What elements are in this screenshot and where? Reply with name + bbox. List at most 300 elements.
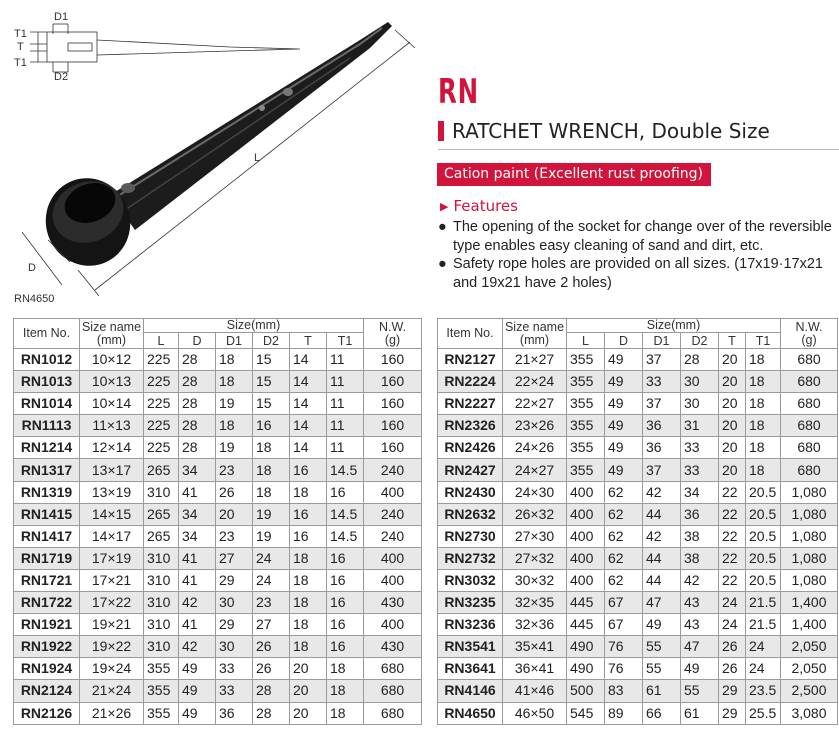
col-item-no: Item No. (438, 319, 503, 349)
cell-d: 67 (605, 614, 643, 636)
cell-d1: 33 (216, 658, 253, 680)
cell-size-name: 32×35 (503, 592, 567, 614)
cell-item-no: RN3236 (438, 614, 503, 636)
cell-d1: 55 (643, 636, 681, 658)
cell-d: 49 (605, 371, 643, 393)
cell-item-no: RN2127 (438, 349, 503, 371)
dim-label-d: D (28, 262, 36, 274)
cell-t: 26 (719, 636, 746, 658)
cell-t1: 16 (327, 569, 364, 591)
cell-nw: 680 (781, 393, 838, 415)
cell-d2: 18 (253, 437, 290, 459)
cell-size-name: 27×30 (503, 525, 567, 547)
cell-t1: 16 (327, 614, 364, 636)
cell-t1: 11 (327, 415, 364, 437)
cell-d2: 30 (681, 371, 719, 393)
cell-t: 20 (290, 680, 327, 702)
table-row (14, 349, 422, 371)
cell-nw: 2,050 (781, 658, 838, 680)
cell-d2: 36 (681, 503, 719, 525)
col-d: D (605, 333, 643, 349)
cell-size-name: 10×13 (80, 371, 144, 393)
col-t1: T1 (327, 333, 364, 349)
cell-d1: 37 (643, 459, 681, 481)
cell-d1: 42 (643, 481, 681, 503)
cell-t: 20 (719, 415, 746, 437)
cell-d2: 19 (253, 503, 290, 525)
cell-d: 28 (179, 371, 216, 393)
table-row (438, 393, 838, 415)
cell-d1: 27 (216, 547, 253, 569)
cell-d: 62 (605, 569, 643, 591)
cell-nw: 1,080 (781, 547, 838, 569)
cell-d1: 42 (643, 525, 681, 547)
cell-t: 20 (719, 459, 746, 481)
col-d: D (179, 333, 216, 349)
cell-d1: 33 (643, 371, 681, 393)
cell-item-no: RN1319 (14, 481, 80, 503)
cell-t1: 11 (327, 371, 364, 393)
table-row (14, 658, 422, 680)
cell-nw: 680 (364, 680, 422, 702)
cell-t1: 11 (327, 437, 364, 459)
cell-t1: 14.5 (327, 503, 364, 525)
cell-size-name: 21×27 (503, 349, 567, 371)
cell-nw: 400 (364, 481, 422, 503)
cell-item-no: RN1921 (14, 614, 80, 636)
cell-t1: 20.5 (746, 569, 781, 591)
cell-item-no: RN4650 (438, 702, 503, 724)
cell-t1: 21.5 (746, 614, 781, 636)
cell-size-name: 19×24 (80, 658, 144, 680)
cell-t: 18 (290, 636, 327, 658)
table-row (14, 503, 422, 525)
model-code: RN (438, 72, 479, 112)
cell-d2: 28 (681, 349, 719, 371)
cell-size-name: 13×19 (80, 481, 144, 503)
cell-size-name: 21×26 (80, 702, 144, 724)
cell-item-no: RN2326 (438, 415, 503, 437)
cell-l: 400 (567, 569, 605, 591)
cell-d: 62 (605, 503, 643, 525)
cell-t1: 18 (746, 393, 781, 415)
cell-t: 24 (719, 592, 746, 614)
cell-t1: 16 (327, 547, 364, 569)
cell-nw: 1,080 (781, 481, 838, 503)
cell-nw: 430 (364, 592, 422, 614)
dim-label-t1-top: T1 (14, 28, 27, 40)
cell-d2: 43 (681, 614, 719, 636)
cell-t1: 18 (746, 371, 781, 393)
cell-d2: 61 (681, 702, 719, 724)
dim-label-d1: D1 (54, 11, 69, 23)
cell-d2: 16 (253, 415, 290, 437)
col-t: T (290, 333, 327, 349)
col-size-name: Size name (mm) (80, 319, 144, 349)
cell-l: 355 (144, 702, 179, 724)
cell-d2: 18 (253, 459, 290, 481)
table-row (14, 415, 422, 437)
wrench-drawing (0, 0, 430, 312)
cell-l: 310 (144, 569, 179, 591)
cell-d1: 30 (216, 636, 253, 658)
col-t: T (719, 333, 746, 349)
cell-size-name: 13×17 (80, 459, 144, 481)
illustration-caption: RN4650 (14, 293, 55, 305)
cell-size-name: 19×22 (80, 636, 144, 658)
col-nw: N.W. (g) (781, 319, 838, 349)
table-row (438, 547, 838, 569)
cell-d2: 47 (681, 636, 719, 658)
cell-d2: 43 (681, 592, 719, 614)
cell-t: 16 (290, 503, 327, 525)
cell-item-no: RN2730 (438, 525, 503, 547)
product-title (438, 119, 770, 143)
cell-nw: 680 (781, 415, 838, 437)
table-row (438, 503, 838, 525)
table-row (438, 592, 838, 614)
diagram-ring-outline (47, 32, 97, 62)
cell-d: 49 (179, 702, 216, 724)
cell-nw: 160 (364, 437, 422, 459)
cell-d1: 36 (643, 437, 681, 459)
cell-item-no: RN4146 (438, 680, 503, 702)
cell-d: 49 (605, 349, 643, 371)
cell-t1: 18 (746, 437, 781, 459)
cell-nw: 240 (364, 459, 422, 481)
cell-d2: 33 (681, 437, 719, 459)
cell-d: 41 (179, 547, 216, 569)
cell-l: 355 (567, 393, 605, 415)
cell-d2: 15 (253, 371, 290, 393)
cell-d: 62 (605, 547, 643, 569)
cell-size-name: 24×30 (503, 481, 567, 503)
table-row (14, 569, 422, 591)
cell-d2: 15 (253, 393, 290, 415)
cell-t: 18 (290, 547, 327, 569)
cell-t: 22 (719, 525, 746, 547)
cell-d: 49 (605, 459, 643, 481)
cell-d: 34 (179, 525, 216, 547)
cell-d1: 18 (216, 349, 253, 371)
cell-t: 22 (719, 569, 746, 591)
cell-t1: 18 (327, 658, 364, 680)
cell-d: 41 (179, 569, 216, 591)
cell-size-name: 10×12 (80, 349, 144, 371)
cell-item-no: RN1013 (14, 371, 80, 393)
cell-t1: 25.5 (746, 702, 781, 724)
cell-item-no: RN2224 (438, 371, 503, 393)
table-row (14, 702, 422, 724)
cell-l: 310 (144, 636, 179, 658)
cell-l: 490 (567, 636, 605, 658)
cell-d: 76 (605, 658, 643, 680)
cell-size-name: 32×36 (503, 614, 567, 636)
cell-l: 225 (144, 415, 179, 437)
cell-nw: 680 (364, 702, 422, 724)
table-row (14, 680, 422, 702)
cell-l: 355 (144, 658, 179, 680)
cell-nw: 240 (364, 503, 422, 525)
cell-l: 400 (567, 547, 605, 569)
cell-d1: 26 (216, 481, 253, 503)
cell-d1: 37 (643, 393, 681, 415)
cell-t1: 20.5 (746, 547, 781, 569)
cell-item-no: RN1317 (14, 459, 80, 481)
cell-nw: 680 (364, 658, 422, 680)
cell-nw: 240 (364, 525, 422, 547)
cell-nw: 1,080 (781, 569, 838, 591)
cell-t: 14 (290, 371, 327, 393)
cell-d1: 37 (643, 349, 681, 371)
cell-item-no: RN2227 (438, 393, 503, 415)
cell-t1: 14.5 (327, 459, 364, 481)
cell-d1: 30 (216, 592, 253, 614)
cell-item-no: RN1719 (14, 547, 80, 569)
cell-t: 18 (290, 592, 327, 614)
col-item-no: Item No. (14, 319, 80, 349)
bullet-icon: ● (438, 219, 447, 235)
cell-d1: 44 (643, 503, 681, 525)
cell-l: 355 (567, 459, 605, 481)
table-row (14, 437, 422, 459)
cell-nw: 160 (364, 349, 422, 371)
cell-l: 355 (567, 415, 605, 437)
cell-d2: 30 (681, 393, 719, 415)
cell-nw: 3,080 (781, 702, 838, 724)
cell-nw: 1,400 (781, 614, 838, 636)
cell-l: 400 (567, 481, 605, 503)
cell-d1: 23 (216, 525, 253, 547)
cell-t: 29 (719, 680, 746, 702)
cell-t: 18 (290, 614, 327, 636)
cell-item-no: RN2732 (438, 547, 503, 569)
cell-d1: 44 (643, 547, 681, 569)
cell-l: 400 (567, 525, 605, 547)
cell-item-no: RN2124 (14, 680, 80, 702)
cell-item-no: RN2427 (438, 459, 503, 481)
cell-nw: 400 (364, 547, 422, 569)
cell-nw: 1,080 (781, 503, 838, 525)
cell-t1: 16 (327, 636, 364, 658)
cell-d: 42 (179, 636, 216, 658)
cell-nw: 160 (364, 371, 422, 393)
cell-d2: 38 (681, 525, 719, 547)
cell-item-no: RN1014 (14, 393, 80, 415)
table-row (438, 415, 838, 437)
cell-nw: 680 (781, 371, 838, 393)
cell-d2: 26 (253, 658, 290, 680)
feature-item (438, 255, 838, 292)
cell-l: 310 (144, 481, 179, 503)
table-row (438, 371, 838, 393)
cell-d: 28 (179, 393, 216, 415)
cell-d1: 36 (643, 415, 681, 437)
cell-size-name: 21×24 (80, 680, 144, 702)
col-size-name: Size name (mm) (503, 319, 567, 349)
paint-badge: Cation paint (Excellent rust proofing) (437, 163, 711, 186)
features-heading (440, 197, 518, 215)
cell-d: 89 (605, 702, 643, 724)
cell-size-name: 35×41 (503, 636, 567, 658)
cell-t: 16 (290, 459, 327, 481)
cell-t: 20 (290, 702, 327, 724)
cell-d: 41 (179, 614, 216, 636)
cell-nw: 400 (364, 569, 422, 591)
cell-item-no: RN1722 (14, 592, 80, 614)
cell-item-no: RN3235 (438, 592, 503, 614)
cell-d2: 27 (253, 614, 290, 636)
table-row (14, 614, 422, 636)
cell-t1: 18 (746, 415, 781, 437)
cell-t: 16 (290, 525, 327, 547)
cell-size-name: 10×14 (80, 393, 144, 415)
cell-t: 20 (719, 393, 746, 415)
dim-label-d2: D2 (54, 71, 69, 83)
table-row (438, 525, 838, 547)
cell-l: 265 (144, 503, 179, 525)
col-size-group: Size(mm) (567, 319, 781, 333)
cell-t: 20 (290, 658, 327, 680)
table-row (438, 569, 838, 591)
cell-l: 500 (567, 680, 605, 702)
cell-d2: 23 (253, 592, 290, 614)
cell-item-no: RN2426 (438, 437, 503, 459)
table-row (438, 349, 838, 371)
cell-size-name: 41×46 (503, 680, 567, 702)
cell-d2: 15 (253, 349, 290, 371)
cell-t1: 18 (327, 702, 364, 724)
table-row (14, 459, 422, 481)
cell-l: 310 (144, 614, 179, 636)
table-row (14, 547, 422, 569)
cell-t1: 11 (327, 393, 364, 415)
cell-nw: 2,050 (781, 636, 838, 658)
cell-nw: 160 (364, 415, 422, 437)
table-row (438, 481, 838, 503)
cell-d1: 29 (216, 614, 253, 636)
cell-t: 20 (719, 437, 746, 459)
cell-l: 355 (144, 680, 179, 702)
cell-size-name: 24×26 (503, 437, 567, 459)
cell-size-name: 17×21 (80, 569, 144, 591)
cell-size-name: 26×32 (503, 503, 567, 525)
cell-t: 24 (719, 614, 746, 636)
cell-d2: 42 (681, 569, 719, 591)
cell-size-name: 17×22 (80, 592, 144, 614)
cell-size-name: 22×24 (503, 371, 567, 393)
wrench-photo (33, 22, 392, 278)
cell-d: 41 (179, 481, 216, 503)
cell-d1: 18 (216, 371, 253, 393)
cell-d: 28 (179, 349, 216, 371)
cell-d: 62 (605, 481, 643, 503)
cell-l: 225 (144, 437, 179, 459)
col-d2: D2 (253, 333, 290, 349)
table-row (438, 680, 838, 702)
cell-d2: 31 (681, 415, 719, 437)
cell-t: 29 (719, 702, 746, 724)
cell-t: 14 (290, 437, 327, 459)
cell-item-no: RN2632 (438, 503, 503, 525)
cell-t: 20 (719, 371, 746, 393)
feature-text: The opening of the socket for change over of the reversible type enables easy cleaning of sand and dirt, etc. (453, 219, 832, 254)
cell-d1: 61 (643, 680, 681, 702)
dim-label-t: T (17, 41, 24, 53)
cell-size-name: 17×19 (80, 547, 144, 569)
cell-l: 355 (567, 349, 605, 371)
cell-l: 265 (144, 459, 179, 481)
cell-nw: 430 (364, 636, 422, 658)
cell-size-name: 24×27 (503, 459, 567, 481)
cell-d2: 24 (253, 569, 290, 591)
cell-t: 26 (719, 658, 746, 680)
table-row (14, 371, 422, 393)
feature-item (438, 218, 838, 255)
cell-d: 49 (605, 437, 643, 459)
cell-item-no: RN1417 (14, 525, 80, 547)
cell-d: 28 (179, 437, 216, 459)
cell-item-no: RN1012 (14, 349, 80, 371)
cell-t: 22 (719, 481, 746, 503)
cell-item-no: RN2430 (438, 481, 503, 503)
cell-size-name: 14×15 (80, 503, 144, 525)
cell-l: 310 (144, 547, 179, 569)
cell-d: 28 (179, 415, 216, 437)
feature-text: Safety rope holes are provided on all sizes. (17x19·17x21 and 19x21 have 2 holes) (453, 256, 823, 291)
cell-d2: 24 (253, 547, 290, 569)
cell-size-name: 19×21 (80, 614, 144, 636)
cell-t: 22 (719, 547, 746, 569)
cell-item-no: RN1721 (14, 569, 80, 591)
cell-d1: 29 (216, 569, 253, 591)
cell-l: 355 (567, 437, 605, 459)
cell-nw: 160 (364, 393, 422, 415)
table-row (14, 592, 422, 614)
cell-d1: 23 (216, 459, 253, 481)
cell-l: 490 (567, 658, 605, 680)
spec-table-right (437, 318, 838, 725)
cell-l: 310 (144, 592, 179, 614)
cell-t1: 21.5 (746, 592, 781, 614)
col-size-group: Size(mm) (144, 319, 364, 333)
cell-d1: 47 (643, 592, 681, 614)
cell-d2: 18 (253, 481, 290, 503)
table-row (14, 481, 422, 503)
table-row (438, 614, 838, 636)
cell-size-name: 11×13 (80, 415, 144, 437)
table-row (438, 702, 838, 724)
cell-t1: 20.5 (746, 481, 781, 503)
cell-l: 225 (144, 371, 179, 393)
cell-d: 49 (179, 658, 216, 680)
cell-item-no: RN2126 (14, 702, 80, 724)
product-title-text: RATCHET WRENCH, Double Size (452, 119, 770, 143)
cell-t1: 18 (327, 680, 364, 702)
cell-item-no: RN1922 (14, 636, 80, 658)
col-d1: D1 (216, 333, 253, 349)
cell-d2: 38 (681, 547, 719, 569)
cell-size-name: 22×27 (503, 393, 567, 415)
cell-d: 67 (605, 592, 643, 614)
cell-nw: 2,500 (781, 680, 838, 702)
cell-d: 49 (605, 415, 643, 437)
cell-l: 400 (567, 503, 605, 525)
cell-item-no: RN1924 (14, 658, 80, 680)
cell-l: 545 (567, 702, 605, 724)
cell-nw: 1,080 (781, 525, 838, 547)
spec-table-header (14, 319, 422, 349)
